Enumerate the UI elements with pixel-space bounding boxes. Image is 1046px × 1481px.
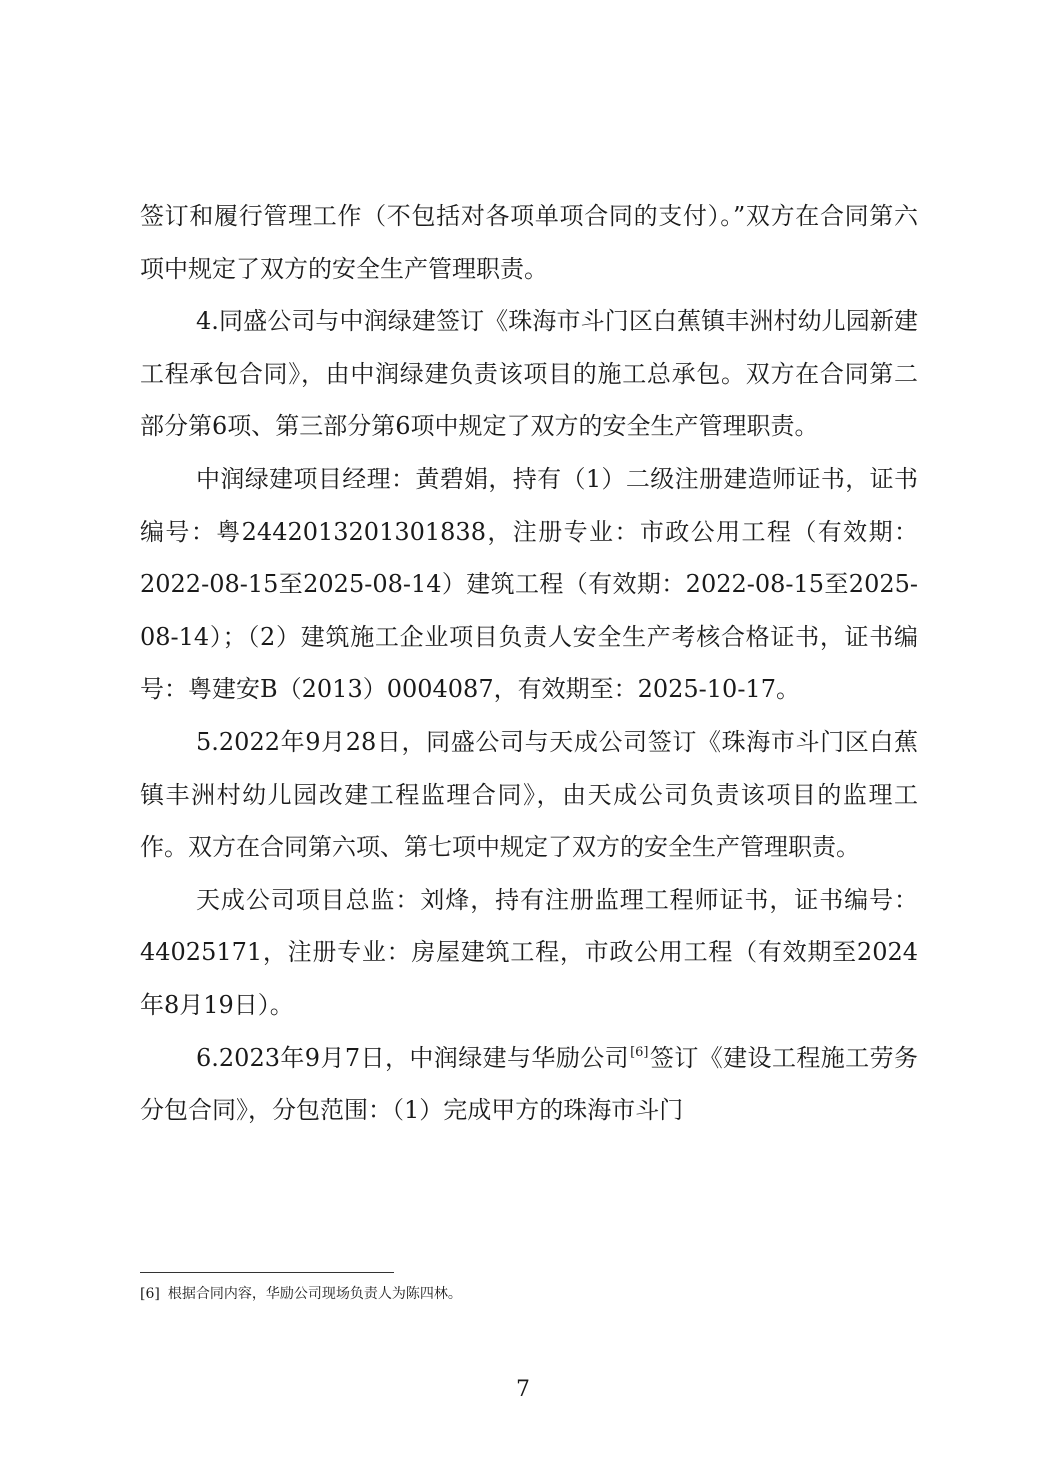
footnote-divider (140, 1272, 394, 1273)
paragraph-item-4: 4.同盛公司与中润绿建签订《珠海市斗门区白蕉镇丰洲村幼儿园新建工程承包合同》，由中润绿建负责该项目的施工总承包。双方在合同第二部分第6项、第三部分第6项中规定了双方的安全生产管理职责。 (140, 307, 918, 441)
paragraph-chief-supervisor: 天成公司项目总监：刘烽，持有注册监理工程师证书，证书编号：44025171，注册专业：房屋建筑工程，市政公用工程（有效期至2024年8月19日）。 (140, 885, 918, 1019)
footnote-reference[interactable]: [6] (630, 1044, 649, 1060)
page-number: 7 (516, 1377, 530, 1402)
paragraph-item-6 (140, 1032, 918, 1137)
paragraph-item-6-end: 签订《建设工程施工劳务分包合同》，分包范围：（1）完成甲方的珠海市斗门 (140, 1043, 919, 1125)
footnote (140, 1283, 918, 1305)
body-text (140, 190, 918, 1137)
paragraph-contract-continuation: 签订和履行管理工作（不包括对各项单项合同的支付）。”双方在合同第六项中规定了双方的安全生产管理职责。 (140, 202, 918, 283)
footnote-text: 根据合同内容，华励公司现场负责人为陈四林。 (167, 1286, 462, 1302)
footnote-mark: [6] (140, 1286, 160, 1302)
paragraph-item-6-start: 6.2023年9月7日，中润绿建与华励公司 (196, 1043, 630, 1072)
paragraph-item-5: 5.2022年9月28日，同盛公司与天成公司签订《珠海市斗门区白蕉镇丰洲村幼儿园改建工程监理合同》，由天成公司负责该项目的监理工作。双方在合同第六项、第七项中规定了双方的安全生产管理职责。 (140, 727, 918, 862)
paragraph-project-manager: 中润绿建项目经理：黄碧娟，持有（1）二级注册建造师证书，证书编号：粤2442013201301838，注册专业：市政公用工程（有效期：2022-08-15至2025-08-14）建筑工程（有效期：2022-08-15至2025-08-14）；（2）建筑施工企业项目负责人安全生产考核合格证书，证书编号：粤建安B（2013）0004087，有效期至：2025-10-17。 (140, 464, 918, 704)
